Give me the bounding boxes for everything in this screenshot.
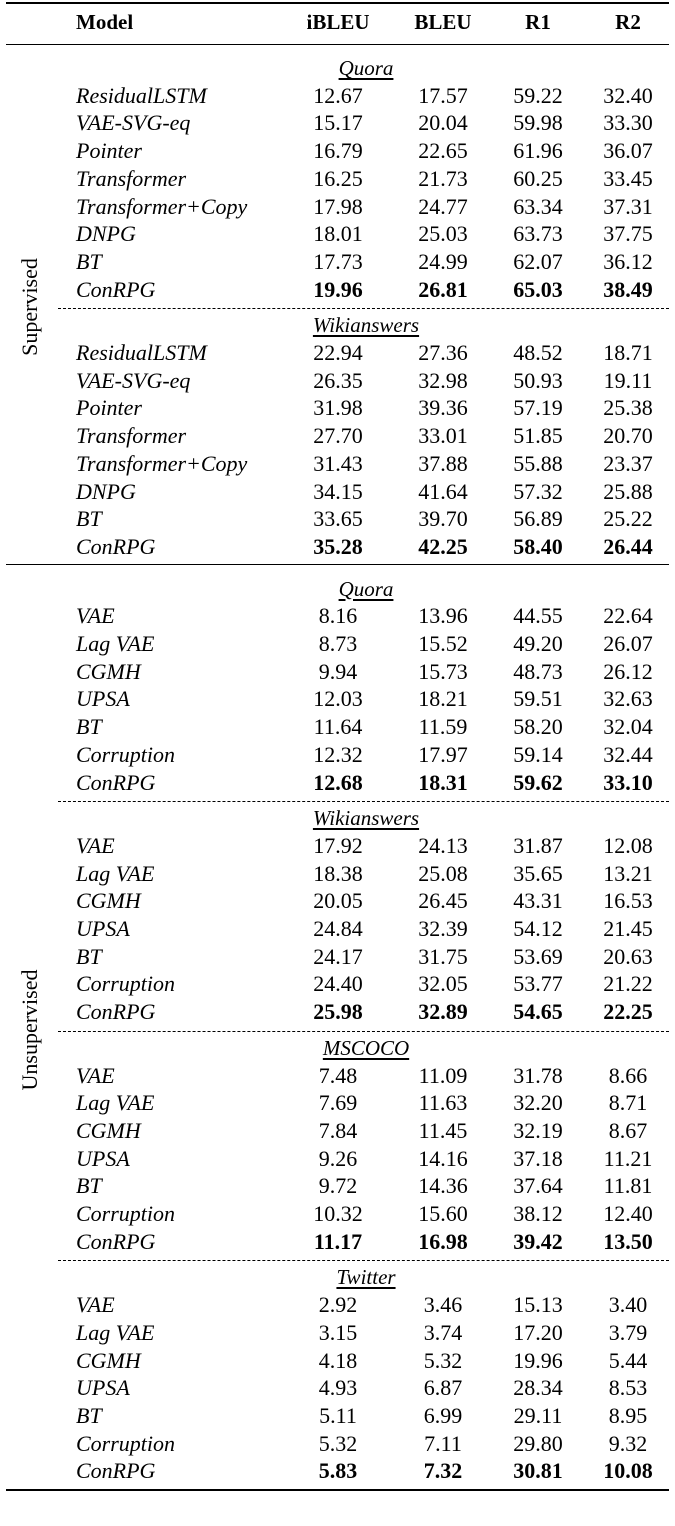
bleu-value: 16.98 — [418, 1228, 468, 1254]
section-divider — [58, 1260, 669, 1261]
model-name: UPSA — [76, 1145, 130, 1171]
ibleu-value: 7.48 — [318, 1062, 358, 1088]
model-name: Transformer — [76, 423, 187, 449]
bleu-value: 26.45 — [418, 888, 468, 914]
ibleu-value: 19.96 — [313, 276, 363, 302]
model-name: BT — [76, 1402, 102, 1428]
ibleu-value: 4.18 — [318, 1347, 358, 1373]
r1-value: 48.73 — [513, 658, 563, 684]
bleu-value: 41.64 — [418, 478, 468, 504]
ibleu-value: 12.32 — [313, 741, 363, 767]
r1-value: 60.25 — [513, 165, 563, 191]
bleu-value: 33.01 — [418, 423, 468, 449]
ibleu-value: 25.98 — [313, 999, 363, 1025]
group-label: Supervised — [17, 258, 42, 357]
r2-value: 38.49 — [603, 276, 653, 302]
model-name: CGMH — [76, 1347, 141, 1373]
r1-value: 31.87 — [513, 832, 563, 858]
r2-value: 33.30 — [603, 110, 653, 136]
bleu-value: 24.99 — [418, 248, 468, 274]
bleu-value: 7.32 — [423, 1458, 463, 1484]
ibleu-value: 5.11 — [319, 1402, 357, 1428]
r2-value: 12.40 — [603, 1201, 653, 1226]
ibleu-value: 9.72 — [318, 1173, 358, 1199]
model-name: ConRPG — [76, 533, 156, 559]
r2-value: 3.40 — [608, 1292, 648, 1318]
r2-value: 26.44 — [603, 533, 653, 559]
r2-value: 16.53 — [603, 888, 653, 914]
r1-value: 59.62 — [513, 769, 563, 795]
bleu-value: 32.05 — [418, 971, 468, 997]
bleu-value: 14.36 — [418, 1173, 468, 1199]
header-rule — [6, 44, 669, 45]
model-name: DNPG — [76, 221, 136, 247]
r1-value: 59.51 — [513, 686, 563, 712]
ibleu-value: 17.98 — [313, 193, 363, 219]
r1-value: 55.88 — [513, 450, 563, 476]
bleu-value: 20.04 — [418, 110, 468, 136]
r1-value: 32.19 — [513, 1117, 563, 1143]
ibleu-value: 18.38 — [313, 860, 363, 886]
dataset-title: Quora — [338, 56, 394, 80]
header-r2: R2 — [615, 10, 641, 34]
r1-value: 54.12 — [513, 916, 563, 941]
bleu-value: 7.11 — [424, 1430, 462, 1456]
r2-value: 32.04 — [603, 714, 653, 740]
ibleu-value: 24.40 — [313, 971, 363, 997]
header-model: Model — [76, 10, 134, 34]
r1-value: 37.64 — [513, 1173, 563, 1199]
bleu-value: 18.21 — [418, 686, 468, 712]
bleu-value: 14.16 — [418, 1145, 468, 1171]
model-name: Transformer — [76, 165, 187, 191]
r2-value: 22.64 — [603, 603, 653, 629]
ibleu-value: 8.73 — [318, 631, 358, 656]
dataset-title: Quora — [338, 576, 394, 601]
bleu-value: 39.36 — [418, 395, 468, 421]
header-r1: R1 — [525, 10, 551, 34]
header-ibleu: iBLEU — [306, 10, 370, 34]
model-name: ConRPG — [76, 1458, 156, 1484]
ibleu-value: 4.93 — [318, 1375, 358, 1401]
bleu-value: 25.08 — [418, 860, 468, 886]
r2-value: 8.71 — [608, 1090, 648, 1116]
model-name: Transformer+Copy — [76, 193, 248, 219]
bleu-value: 11.45 — [418, 1117, 468, 1143]
r2-value: 5.44 — [608, 1347, 648, 1373]
r2-value: 25.38 — [603, 395, 653, 421]
r2-value: 8.66 — [608, 1062, 648, 1088]
r2-value: 18.71 — [603, 340, 653, 365]
group-label: Unsupervised — [17, 969, 42, 1091]
r2-value: 9.32 — [608, 1430, 648, 1456]
ibleu-value: 35.28 — [313, 533, 363, 559]
bleu-value: 15.52 — [418, 631, 468, 656]
r1-value: 44.55 — [513, 603, 563, 629]
bleu-value: 25.03 — [418, 221, 468, 247]
model-name: VAE-SVG-eq — [76, 367, 191, 393]
r1-value: 31.78 — [513, 1062, 563, 1088]
r2-value: 11.21 — [603, 1145, 653, 1171]
r1-value: 59.98 — [513, 110, 563, 136]
r2-value: 13.50 — [603, 1228, 653, 1254]
r2-value: 32.63 — [603, 686, 653, 712]
model-name: ResidualLSTM — [76, 340, 207, 365]
r2-value: 12.08 — [603, 832, 653, 858]
r1-value: 29.80 — [513, 1430, 563, 1456]
r1-value: 59.14 — [513, 741, 563, 767]
model-name: Pointer — [76, 138, 142, 164]
r2-value: 36.12 — [603, 248, 653, 274]
ibleu-value: 12.68 — [313, 769, 363, 795]
bleu-value: 6.87 — [423, 1375, 463, 1401]
model-name: Corruption — [76, 1430, 176, 1456]
model-name: VAE — [76, 832, 115, 858]
r2-value: 21.22 — [603, 971, 653, 997]
ibleu-value: 16.79 — [313, 138, 363, 164]
ibleu-value: 33.65 — [313, 506, 363, 532]
r1-value: 49.20 — [513, 631, 563, 656]
ibleu-value: 7.84 — [318, 1117, 358, 1143]
r2-value: 26.12 — [603, 658, 653, 684]
r1-value: 17.20 — [513, 1319, 563, 1345]
model-name: Lag VAE — [76, 631, 155, 656]
model-name: VAE-SVG-eq — [76, 110, 191, 136]
bleu-value: 24.13 — [418, 832, 468, 858]
r1-value: 59.22 — [513, 82, 563, 108]
r1-value: 63.73 — [513, 221, 563, 247]
r1-value: 53.77 — [513, 971, 563, 997]
ibleu-value: 24.84 — [313, 916, 363, 941]
r1-value: 62.07 — [513, 248, 563, 274]
r2-value: 21.45 — [603, 916, 653, 941]
model-name: ConRPG — [76, 999, 156, 1025]
r1-value: 28.34 — [513, 1375, 563, 1401]
ibleu-value: 17.92 — [313, 832, 363, 858]
model-name: VAE — [76, 1062, 115, 1088]
r2-value: 13.21 — [603, 860, 653, 886]
ibleu-value: 22.94 — [313, 340, 363, 365]
r1-value: 38.12 — [513, 1201, 563, 1226]
ibleu-value: 27.70 — [313, 423, 363, 449]
dataset-title: Wikianswers — [312, 806, 420, 831]
model-name: Transformer+Copy — [76, 450, 248, 476]
r2-value: 25.88 — [603, 478, 653, 504]
r2-value: 32.44 — [603, 741, 653, 767]
ibleu-value: 2.92 — [318, 1292, 358, 1318]
r1-value: 39.42 — [513, 1228, 563, 1254]
bleu-value: 15.60 — [418, 1201, 468, 1226]
r2-value: 37.31 — [603, 193, 653, 219]
r1-value: 56.89 — [513, 506, 563, 532]
ibleu-value: 5.83 — [318, 1458, 358, 1484]
ibleu-value: 24.17 — [313, 943, 363, 969]
bleu-value: 17.97 — [418, 741, 468, 767]
r2-value: 36.07 — [603, 138, 653, 164]
r1-value: 51.85 — [513, 423, 563, 449]
ibleu-value: 26.35 — [313, 367, 363, 393]
r2-value: 23.37 — [603, 450, 653, 476]
r2-value: 20.63 — [603, 943, 653, 969]
r1-value: 57.32 — [513, 478, 563, 504]
model-name: CGMH — [76, 658, 141, 684]
r2-value: 37.75 — [603, 221, 653, 247]
section-divider — [58, 801, 669, 802]
r1-value: 65.03 — [513, 276, 563, 302]
ibleu-value: 11.17 — [313, 1228, 363, 1254]
ibleu-value: 9.26 — [318, 1145, 358, 1171]
r1-value: 50.93 — [513, 367, 563, 393]
section-divider — [58, 1031, 669, 1032]
bleu-value: 24.77 — [418, 193, 468, 219]
r1-value: 32.20 — [513, 1090, 563, 1116]
r1-value: 54.65 — [513, 999, 563, 1025]
ibleu-value: 3.15 — [318, 1319, 358, 1345]
bleu-value: 22.65 — [418, 138, 468, 164]
ibleu-value: 8.16 — [318, 603, 358, 629]
ibleu-value: 11.64 — [313, 714, 363, 740]
bleu-value: 42.25 — [418, 533, 468, 559]
bleu-value: 32.39 — [418, 916, 468, 941]
model-name: Corruption — [76, 971, 176, 997]
r1-value: 35.65 — [513, 860, 563, 886]
model-name: BT — [76, 714, 102, 740]
r1-value: 37.18 — [513, 1145, 563, 1171]
model-name: UPSA — [76, 1375, 130, 1401]
r2-value: 26.07 — [603, 631, 653, 656]
bottom-rule — [6, 1489, 669, 1491]
ibleu-value: 9.94 — [318, 658, 358, 684]
dataset-title: Twitter — [336, 1265, 396, 1290]
r1-value: 30.81 — [513, 1458, 563, 1484]
bleu-value: 13.96 — [418, 603, 468, 629]
ibleu-value: 12.67 — [313, 82, 363, 108]
model-name: BT — [76, 943, 102, 969]
model-name: Lag VAE — [76, 860, 155, 886]
ibleu-value: 10.32 — [313, 1201, 363, 1226]
r2-value: 8.67 — [608, 1117, 648, 1143]
r2-value: 25.22 — [603, 506, 653, 532]
model-name: Lag VAE — [76, 1319, 155, 1345]
bleu-value: 3.74 — [423, 1319, 463, 1345]
bleu-value: 17.57 — [418, 82, 468, 108]
model-name: Lag VAE — [76, 1090, 155, 1116]
ibleu-value: 17.73 — [313, 248, 363, 274]
model-name: ConRPG — [76, 769, 156, 795]
ibleu-value: 16.25 — [313, 165, 363, 191]
ibleu-value: 31.98 — [313, 395, 363, 421]
section-divider — [58, 308, 669, 309]
r1-value: 15.13 — [513, 1292, 563, 1318]
model-name: BT — [76, 1173, 102, 1199]
model-name: UPSA — [76, 916, 130, 941]
bleu-value: 37.88 — [418, 450, 468, 476]
bleu-value: 11.59 — [418, 714, 468, 740]
bleu-value: 15.73 — [418, 658, 468, 684]
dataset-title: Wikianswers — [312, 313, 420, 338]
model-name: ConRPG — [76, 276, 156, 302]
ibleu-value: 15.17 — [313, 110, 363, 136]
bleu-value: 21.73 — [418, 165, 468, 191]
bleu-value: 27.36 — [418, 340, 468, 365]
r1-value: 61.96 — [513, 138, 563, 164]
header-bleu: BLEU — [414, 10, 472, 34]
r1-value: 19.96 — [513, 1347, 563, 1373]
ibleu-value: 7.69 — [318, 1090, 358, 1116]
r2-value: 33.45 — [603, 165, 653, 191]
ibleu-value: 20.05 — [313, 888, 363, 914]
bleu-value: 18.31 — [418, 769, 468, 795]
r2-value: 20.70 — [603, 423, 653, 449]
model-name: BT — [76, 506, 102, 532]
bleu-value: 5.32 — [423, 1347, 463, 1373]
r2-value: 33.10 — [603, 769, 653, 795]
model-name: DNPG — [76, 478, 136, 504]
model-name: ConRPG — [76, 1228, 156, 1254]
r1-value: 58.40 — [513, 533, 563, 559]
bleu-value: 39.70 — [418, 506, 468, 532]
r1-value: 43.31 — [513, 888, 563, 914]
bleu-value: 32.98 — [418, 367, 468, 393]
model-name: Corruption — [76, 741, 176, 767]
ibleu-value: 34.15 — [313, 478, 363, 504]
model-name: CGMH — [76, 888, 141, 914]
r2-value: 10.08 — [603, 1458, 653, 1484]
r2-value: 32.40 — [603, 82, 653, 108]
model-name: BT — [76, 248, 102, 274]
model-name: VAE — [76, 1292, 115, 1318]
r1-value: 53.69 — [513, 943, 563, 969]
r1-value: 29.11 — [513, 1402, 563, 1428]
r2-value: 3.79 — [608, 1319, 648, 1345]
bleu-value: 31.75 — [418, 943, 468, 969]
r1-value: 63.34 — [513, 193, 563, 219]
r1-value: 57.19 — [513, 395, 563, 421]
r2-value: 8.95 — [608, 1402, 648, 1428]
ibleu-value: 18.01 — [313, 221, 363, 247]
bleu-value: 3.46 — [423, 1292, 463, 1318]
bleu-value: 11.09 — [418, 1062, 468, 1088]
r1-value: 58.20 — [513, 714, 563, 740]
r2-value: 22.25 — [603, 999, 653, 1025]
r1-value: 48.52 — [513, 340, 563, 365]
model-name: Corruption — [76, 1201, 176, 1226]
ibleu-value: 5.32 — [318, 1430, 358, 1456]
r2-value: 11.81 — [603, 1173, 653, 1199]
ibleu-value: 12.03 — [313, 686, 363, 712]
dataset-title: MSCOCO — [322, 1035, 410, 1060]
model-name: CGMH — [76, 1117, 141, 1143]
top-rule — [6, 2, 669, 4]
model-name: ResidualLSTM — [76, 82, 207, 108]
ibleu-value: 31.43 — [313, 450, 363, 476]
model-name: VAE — [76, 603, 115, 629]
r2-value: 8.53 — [608, 1375, 648, 1401]
bleu-value: 26.81 — [418, 276, 468, 302]
model-name: Pointer — [76, 395, 142, 421]
bleu-value: 11.63 — [418, 1090, 468, 1116]
bleu-value: 6.99 — [423, 1402, 463, 1428]
model-name: UPSA — [76, 686, 130, 712]
group-rule — [6, 564, 669, 565]
bleu-value: 32.89 — [418, 999, 468, 1025]
r2-value: 19.11 — [603, 367, 653, 393]
